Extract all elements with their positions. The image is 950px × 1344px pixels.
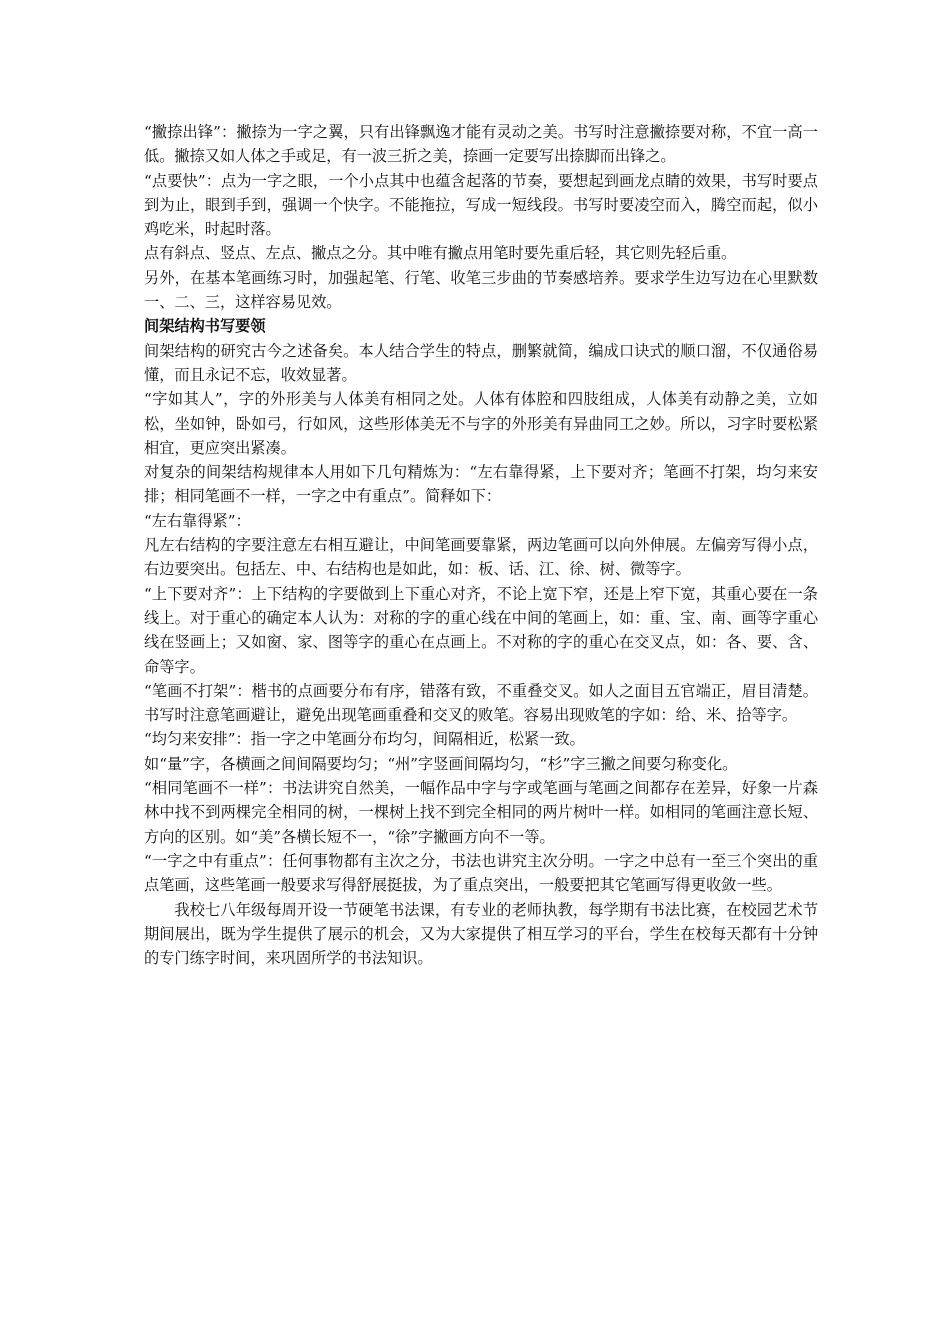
paragraph-rhythm: 另外，在基本笔画练习时，加强起笔、行笔、收笔三步曲的节奏感培养。要求学生边写边在心里默数一、二、三，这样容易见效。 <box>144 268 818 312</box>
paragraph-rule-1-body: 凡左右结构的字要注意左右相互避让，中间笔画要靠紧，两边笔画可以向外伸展。左偏旁写得小点，右边要突出。包括左、中、右结构也是如此，如：板、话、江、徐、树、微等字。 <box>144 536 818 579</box>
paragraph-dian-types: 点有斜点、竖点、左点、撇点之分。其中唯有撇点用笔时要先重后轻，其它则先轻后重。 <box>144 244 737 263</box>
paragraph-pie-na: “撇捺出锋”：撇捺为一字之翼，只有出锋飘逸才能有灵动之美。书写时注意撇捺要对称，不宜一高一低。撇捺又如人体之手或足，有一波三折之美，捺画一定要写出捺脚而出锋之。 <box>144 123 818 166</box>
paragraph-dian-yao-kuai: “点要快”：点为一字之眼，一个小点其中也蕴含起落的节奏，要想起到画龙点睛的效果，书写时要点到为止，眼到手到，强调一个快字。不能拖拉，写成一短线段。书写时要凌空而入，腾空而起，似小鸡吃米，时起时落。 <box>144 171 818 239</box>
paragraph-closing: 我校七八年级每周开设一节硬笔书法课，有专业的老师执教，每学期有书法比赛，在校园艺术节期间展出，既为学生提供了展示的机会，又为大家提供了相互学习的平台，学生在校每天都有十分钟的专门练字时间，来巩固所学的书法知识。 <box>144 900 818 968</box>
paragraph-rule-6: “一字之中有重点”：任何事物都有主次之分，书法也讲究主次分明。一字之中总有一至三个突出的重点笔画，这些笔画一般要求写得舒展挺拔，为了重点突出，一般要把其它笔画写得更收敛一些。 <box>144 851 818 895</box>
paragraph-rule-2: “上下要对齐”：上下结构的字要做到上下重心对齐，不论上宽下窄，还是上窄下宽，其重心要在一条线上。对于重心的确定本人认为：对称的字的重心线在中间的笔画上，如：重、宝、南、画等字重心线在竖画上；又如窗、家、图等字的重心在点画上。不对称的字的重心在交叉点，如：各、要、含、命等字。 <box>144 584 818 676</box>
paragraph-intro: 间架结构的研究古今之述备矣。本人结合学生的特点，删繁就简，编成口诀式的顺口溜，不仅通俗易懂，而且永记不忘，收效显著。 <box>144 341 818 384</box>
section-heading: 间架结构书写要领 <box>144 317 266 336</box>
paragraph-zi-ru-qi-ren: “字如其人”，字的外形美与人体美有相同之处。人体有体腔和四肢组成，人体美有动静之美，立如松，坐如钟，卧如弓，行如风，这些形体美无不与字的外形美有异曲同工之妙。所以，习字时要松紧相宜，更应突出紧凑。 <box>144 390 818 457</box>
paragraph-rule-1-title: “左右靠得紧”： <box>144 511 251 530</box>
paragraph-summary-rules: 对复杂的间架结构规律本人用如下几句精炼为：“左右靠得紧，上下要对齐；笔画不打架，均匀来安排；相同笔画不一样，一字之中有重点”。简释如下： <box>144 463 818 506</box>
paragraph-rule-5: “相同笔画不一样”：书法讲究自然美，一幅作品中字与字或笔画与笔画之间都存在差异，好象一片森林中找不到两棵完全相同的树，一棵树上找不到完全相同的两片树叶一样。如相同的笔画注意长短、方向的区别。如“美”各横长短不一，“徐”字撇画方向不一等。 <box>144 779 818 846</box>
document-page <box>144 120 818 970</box>
paragraph-rule-4-example: 如“量”字，各横画之间间隔要均匀；“州”字竖画间隔均匀，“杉”字三撇之间要匀称变化。 <box>144 754 738 773</box>
paragraph-rule-3: “笔画不打架”：楷书的点画要分布有序，错落有致，不重叠交叉。如人之面目五官端正，眉目清楚。书写时注意笔画避让，避免出现笔画重叠和交叉的败笔。容易出现败笔的字如：给、米、拾等字。 <box>144 681 818 725</box>
paragraph-rule-4: “均匀来安排”：指一字之中笔画分布均匀，间隔相近，松紧一致。 <box>144 730 585 749</box>
